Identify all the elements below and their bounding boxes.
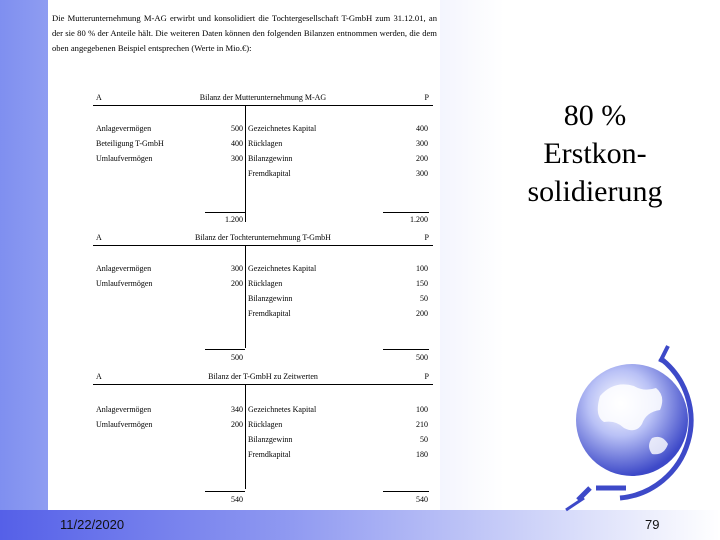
sum-underline	[383, 491, 429, 492]
assets-label: A	[96, 93, 102, 102]
liabilities-label: P	[424, 93, 429, 102]
table-row: Umlaufvermögen 300 Bilanzgewinn 200	[96, 154, 428, 163]
sum-underline	[383, 349, 429, 350]
slide-title	[500, 97, 690, 211]
title-line: Erstkon-	[543, 137, 647, 170]
table-sum: 1.200 1.200	[225, 215, 428, 224]
table-row: Anlagevermögen 300 Gezeichnetes Kapital 100	[96, 264, 428, 273]
title-line: solidierung	[527, 175, 663, 208]
table-sum: 500 500	[231, 353, 428, 362]
table-header	[93, 370, 433, 385]
sum-underline	[205, 349, 245, 350]
table-row: Fremdkapital 200	[248, 309, 428, 318]
balance-sheet-subsidiary	[93, 231, 433, 362]
balance-sheet-fair-value	[93, 370, 433, 505]
table-header	[93, 231, 433, 246]
liabilities-label: P	[424, 372, 429, 381]
table-row: Anlagevermögen 500 Gezeichnetes Kapital 400	[96, 124, 428, 133]
table-title: Bilanz der Tochterunternehmung T-GmbH	[195, 233, 331, 242]
document-page	[48, 0, 440, 540]
assets-label: A	[96, 233, 102, 242]
table-row: Umlaufvermögen 200 Rücklagen 210	[96, 420, 428, 429]
table-row: Beteiligung T-GmbH 400 Rücklagen 300	[96, 139, 428, 148]
footer-date: 11/22/2020	[60, 517, 125, 532]
table-row: Anlagevermögen 340 Gezeichnetes Kapital 100	[96, 405, 428, 414]
table-row: Umlaufvermögen 200 Rücklagen 150	[96, 279, 428, 288]
page-number: 79	[645, 517, 660, 532]
title-line: 80 %	[563, 99, 627, 132]
table-row: Bilanzgewinn 50	[248, 294, 428, 303]
table-header	[93, 91, 433, 106]
table-row: Fremdkapital 300	[248, 169, 428, 178]
liabilities-label: P	[424, 233, 429, 242]
intro-text: Die Mutterunternehmung M-AG erwirbt und konsolidiert die Tochtergesellschaft T-GmbH zum 31.12.01, an der sie 80 % der Anteile hält. Die weiteren Daten können den folgenden Bilanzen entnommen werden, die dem oben angegebenen Beispiel entsprechen (Werte in Mio.€):	[52, 13, 437, 53]
table-title: Bilanz der Mutterunternehmung M-AG	[199, 93, 327, 102]
sum-underline	[205, 212, 245, 213]
table-row: Fremdkapital 180	[248, 450, 428, 459]
globe-icon	[560, 338, 710, 518]
sum-underline	[205, 491, 245, 492]
sum-underline	[383, 212, 429, 213]
balance-sheet-parent	[93, 91, 433, 222]
table-row: Bilanzgewinn 50	[248, 435, 428, 444]
table-sum: 540 540	[231, 495, 428, 504]
assets-label: A	[96, 372, 102, 381]
table-title: Bilanz der T-GmbH zu Zeitwerten	[208, 372, 318, 381]
